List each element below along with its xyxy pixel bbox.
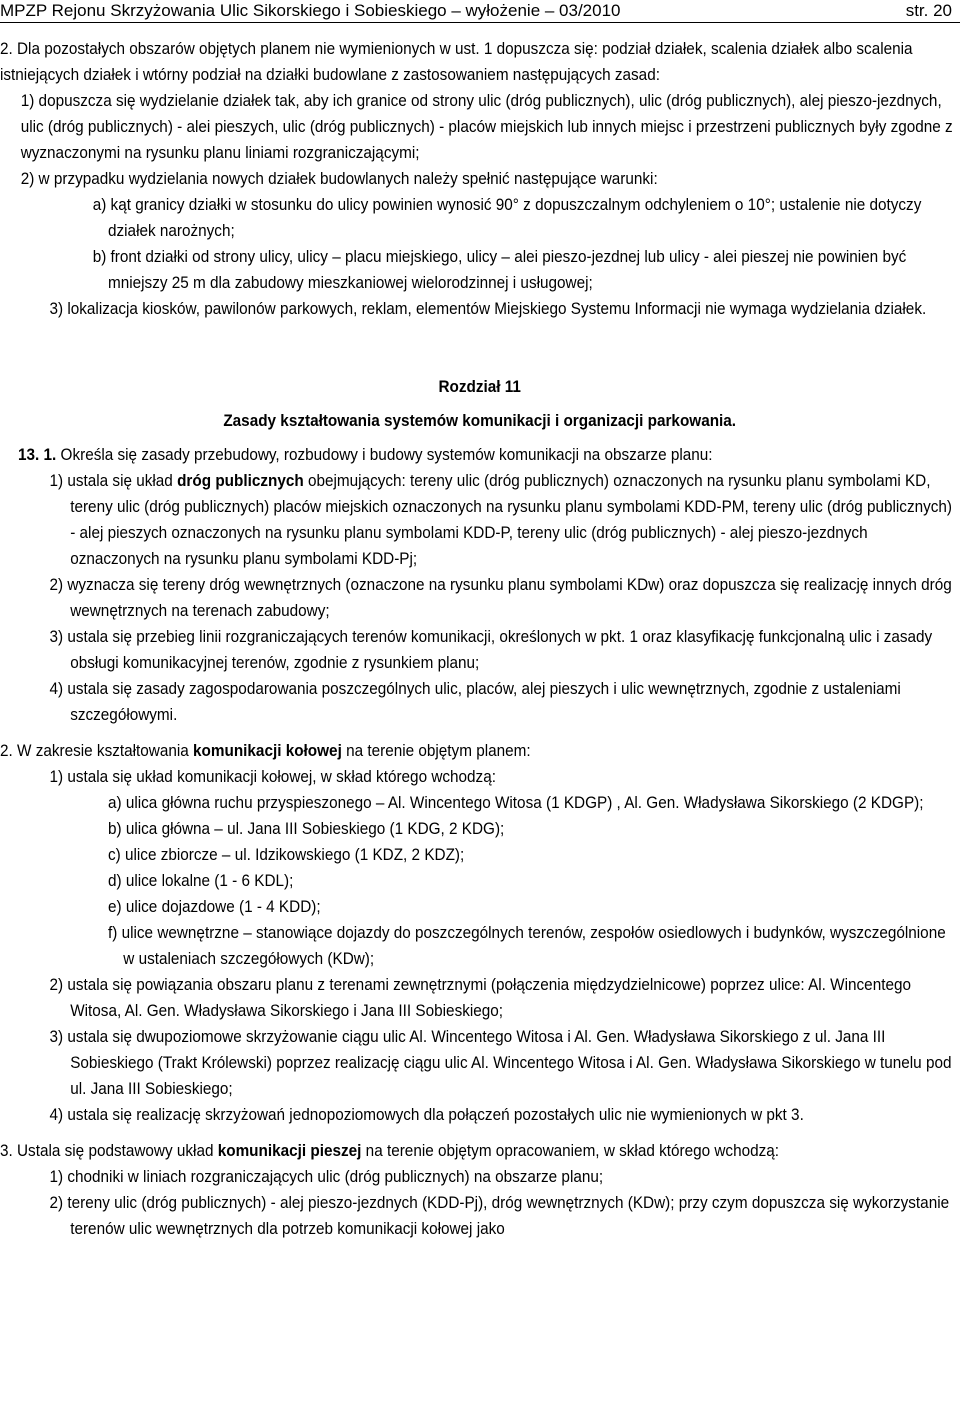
s13-item-1-post: obejmujących: tereny ulic (dróg publicznych) oznaczonych na rysunku planu symbolami KD, tereny ulic (dróg publicznych) placów miejskich oznaczonych na rysunku planu symbolami KDD-PM, tereny ulic (dróg publicznych) - alej pieszych oznaczonych na rysunku planu symbolami KDD-P, tereny ulic (dróg publicznych) - alej pieszo-jezdnych oznaczonych na rysunku planu symbolami KDD-Pj; [70,471,953,568]
s3-item-1: 1) chodniki w liniach rozgraniczających ulic (dróg publicznych) na obszarze planu; [49,1167,604,1186]
s13-item-1 [0,468,959,572]
s13-item-1-pre: 1) ustala się układ [49,471,178,490]
item-2a: a) kąt granicy działki w stosunku do ulicy powinien wynosić 90° z dopuszczalnym odchyleniem o 10°; ustalenie nie dotyczy działek narożnych; [92,195,922,240]
s2-item-3: 3) ustala się dwupoziomowe skrzyżowanie ciągu ulic Al. Wincentego Witosa i Al. Gen. Władysława Sikorskiego z ul. Jana III Sobieskiego (Trakt Królewski) poprzez realizację ciągu ulic Al. Wincentego Witosa i Al. Gen. Władysława Sikorskiego w tunelu pod ul. Jana III Sobieskiego; [49,1027,952,1098]
document-title: MPZP Rejonu Skrzyżowania Ulic Sikorskiego i Sobieskiego – wyłożenie – 03/2010 [0,1,621,20]
section-13-intro-text: Określa się zasady przebudowy, rozbudowy i budowy systemów komunikacji na obszarze planu: [56,445,713,464]
s2-post: na terenie objętym planem: [341,741,531,760]
item-3: 3) lokalizacja kiosków, pawilonów parkowych, reklam, elementów Miejskiego Systemu Informacji nie wymaga wydzielania działek. [49,299,927,318]
s13-item-1-bold: dróg publicznych [177,471,304,490]
section-2-intro [0,738,959,764]
s2-item-1f: f) ulice wewnętrzne – stanowiące dojazdy do poszczególnych terenów, zespołów osiedlowych i budynków, wyszczególnione w ustaleniach szczegółowych (KDw); [108,923,946,968]
s2-item-1c: c) ulice zbiorcze – ul. Idzikowskiego (1 KDZ, 2 KDZ); [108,845,465,864]
item-1-text: 1) dopuszcza się wydzielanie działek tak, aby ich granice od strony ulic (dróg publicznych), ulic (dróg publicznych), alej pieszo-jezdnych, ulic (dróg publicznych) - alei pieszych, ulic (dróg publicznych) - placów miejskich lub innych miejsc i przestrzeni publicznych były zgodne z wyznaczonymi na rysunku planu liniami rozgraniczającymi; [20,91,953,162]
section-13-number: 13. 1. [18,445,57,464]
s2-item-1a: a) ulica główna ruchu przyspieszonego – Al. Wincentego Witosa (1 KDGP) , Al. Gen. Władysława Sikorskiego (2 KDGP); [108,793,924,812]
chapter-title: Zasady kształtowania systemów komunikacji i organizacji parkowania. [223,411,737,430]
chapter-number: Rozdział 11 [438,377,521,396]
s3-post: na terenie objętym opracowaniem, w skład którego wchodzą: [361,1141,780,1160]
section-3-intro [0,1138,959,1164]
item-1 [0,88,959,166]
s2-item-1e: e) ulice dojazdowe (1 - 4 KDD); [108,897,321,916]
section-13-intro [0,442,959,468]
s2-item-1d: d) ulice lokalne (1 - 6 KDL); [108,871,294,890]
s2-item-1: 1) ustala się układ komunikacji kołowej, w skład którego wchodzą: [49,767,496,786]
s2-item-1b: b) ulica główna – ul. Jana III Sobieskiego (1 KDG, 2 KDG); [108,819,505,838]
s13-item-2: 2) wyznacza się tereny dróg wewnętrznych (oznaczone na rysunku planu symbolami KDw) oraz dopuszcza się realizację innych dróg wewnętrznych na terenach zabudowy; [49,575,952,620]
paragraph-2-intro: 2. Dla pozostałych obszarów objętych planem nie wymienionych w ust. 1 dopuszcza się: podział działek, scalenia działek albo scalenia istniejących działek i wtórny podział na działki budowlane z zastosowaniem następujących zasad: [0,39,913,84]
item-2b: b) front działki od strony ulicy, ulicy – placu miejskiego, ulicy – alei pieszo-jezdnej lub ulicy - alei pieszej nie powinien być mniejszy 25 m dla zabudowy mieszkaniowej wielorodzinnej i usługowej; [92,247,907,292]
s3-bold: komunikacji pieszej [217,1141,362,1160]
page-number: str. 20 [905,1,952,20]
page-header [0,0,960,23]
document-body [0,36,953,1242]
s3-pre: 3. Ustala się podstawowy układ [0,1141,218,1160]
s3-item-2: 2) tereny ulic (dróg publicznych) - alej pieszo-jezdnych (KDD-Pj), dróg wewnętrznych (KDw); przy czym dopuszcza się wykorzystanie terenów ulic wewnętrznych dla potrzeb komunikacji kołowej jako [49,1193,950,1238]
s2-item-2: 2) ustala się powiązania obszaru planu z terenami zewnętrznymi (połączenia międzydzielnicowe) poprzez ulice: Al. Wincentego Witosa, Al. Gen. Władysława Sikorskiego i Jana III Sobieskiego; [49,975,911,1020]
item-2: 2) w przypadku wydzielania nowych działek budowlanych należy spełnić następujące warunki: [20,169,658,188]
s13-item-3: 3) ustala się przebieg linii rozgraniczających terenów komunikacji, określonych w pkt. 1 oraz klasyfikację funkcjonalną ulic i zasady obsługi komunikacyjnej terenów, zgodnie z rysunkiem planu; [49,627,933,672]
s13-item-4: 4) ustala się zasady zagospodarowania poszczególnych ulic, placów, alej pieszych i ulic wewnętrznych, zgodnie z ustaleniami szczegółowymi. [49,679,901,724]
s2-bold: komunikacji kołowej [193,741,342,760]
s2-pre: 2. W zakresie kształtowania [0,741,194,760]
s2-item-4: 4) ustala się realizację skrzyżowań jednopoziomowych dla połączeń pozostałych ulic nie wymienionych w pkt 3. [49,1105,804,1124]
